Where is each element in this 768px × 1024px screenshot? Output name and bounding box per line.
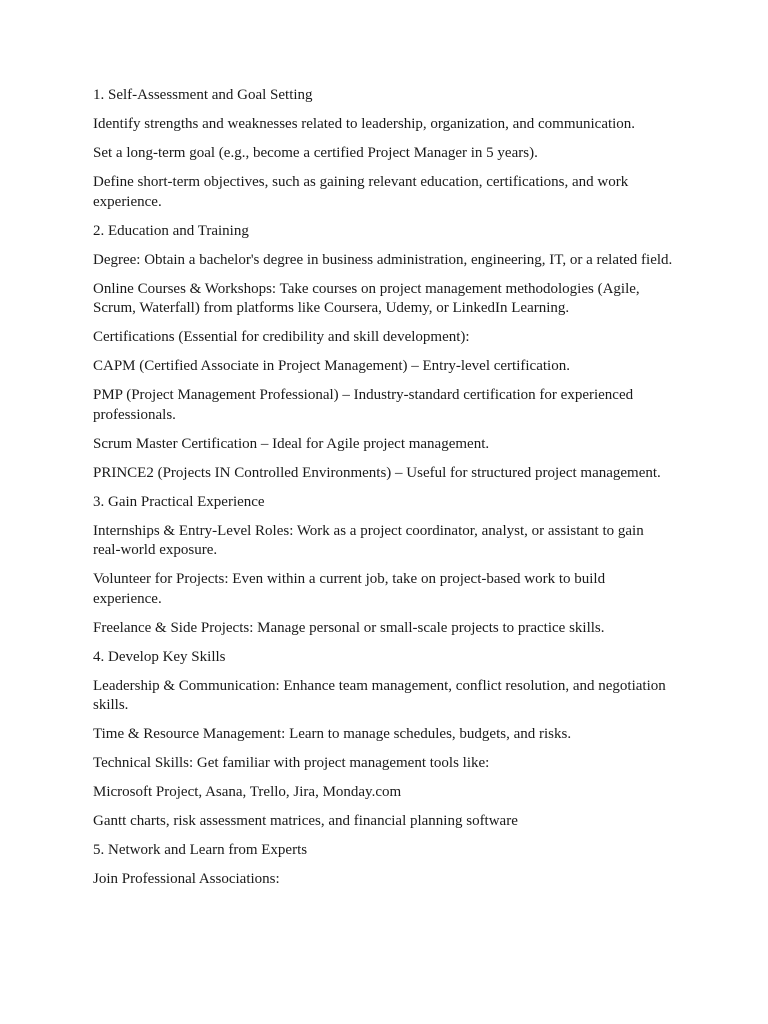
section-heading-self-assessment: 1. Self-Assessment and Goal Setting (93, 87, 313, 103)
section-heading-education: 2. Education and Training (93, 222, 249, 239)
paragraph-strengths: Identify strengths and weaknesses related to leadership, organization, and communication. (93, 116, 636, 132)
paragraph-volunteer: Volunteer for Projects: Even within a current job, take on project-based work to build experience. (93, 571, 606, 607)
section-heading-key-skills: 4. Develop Key Skills (93, 648, 226, 665)
document-body (93, 86, 673, 899)
section-heading-network: 5. Network and Learn from Experts (93, 842, 308, 858)
paragraph-gantt: Gantt charts, risk assessment matrices, and financial planning software (93, 813, 518, 829)
paragraph-pmp: PMP (Project Management Professional) – Industry-standard certification for experienced professionals. (93, 387, 634, 423)
paragraph-internships: Internships & Entry-Level Roles: Work as a project coordinator, analyst, or assistant to gain real-world exposure. (93, 522, 644, 558)
paragraph-prince2: PRINCE2 (Projects IN Controlled Environments) – Useful for structured project management. (93, 464, 661, 481)
paragraph-certifications: Certifications (Essential for credibility and skill development): (93, 329, 470, 345)
paragraph-short-term-objectives: Define short-term objectives, such as gaining relevant education, certifications, and work experience. (93, 174, 629, 210)
paragraph-technical-skills: Technical Skills: Get familiar with project management tools like: (93, 755, 490, 771)
paragraph-associations: Join Professional Associations: (93, 871, 280, 887)
paragraph-tools-list: Microsoft Project, Asana, Trello, Jira, Monday.com (93, 784, 402, 800)
paragraph-long-term-goal: Set a long-term goal (e.g., become a certified Project Manager in 5 years). (93, 145, 538, 161)
paragraph-degree: Degree: Obtain a bachelor's degree in business administration, engineering, IT, or a related field. (93, 251, 673, 268)
paragraph-online-courses: Online Courses & Workshops: Take courses on project management methodologies (Agile, Scrum, Waterfall) from platforms like Coursera, Udemy, or LinkedIn Learning. (93, 280, 640, 316)
paragraph-capm: CAPM (Certified Associate in Project Management) – Entry-level certification. (93, 358, 570, 374)
paragraph-time-resource: Time & Resource Management: Learn to manage schedules, budgets, and risks. (93, 726, 572, 742)
paragraph-freelance: Freelance & Side Projects: Manage personal or small-scale projects to practice skills. (93, 619, 605, 636)
section-heading-practical-experience: 3. Gain Practical Experience (93, 493, 265, 510)
paragraph-leadership: Leadership & Communication: Enhance team management, conflict resolution, and negotiation skills. (93, 677, 666, 713)
paragraph-scrum-master: Scrum Master Certification – Ideal for Agile project management. (93, 435, 490, 452)
